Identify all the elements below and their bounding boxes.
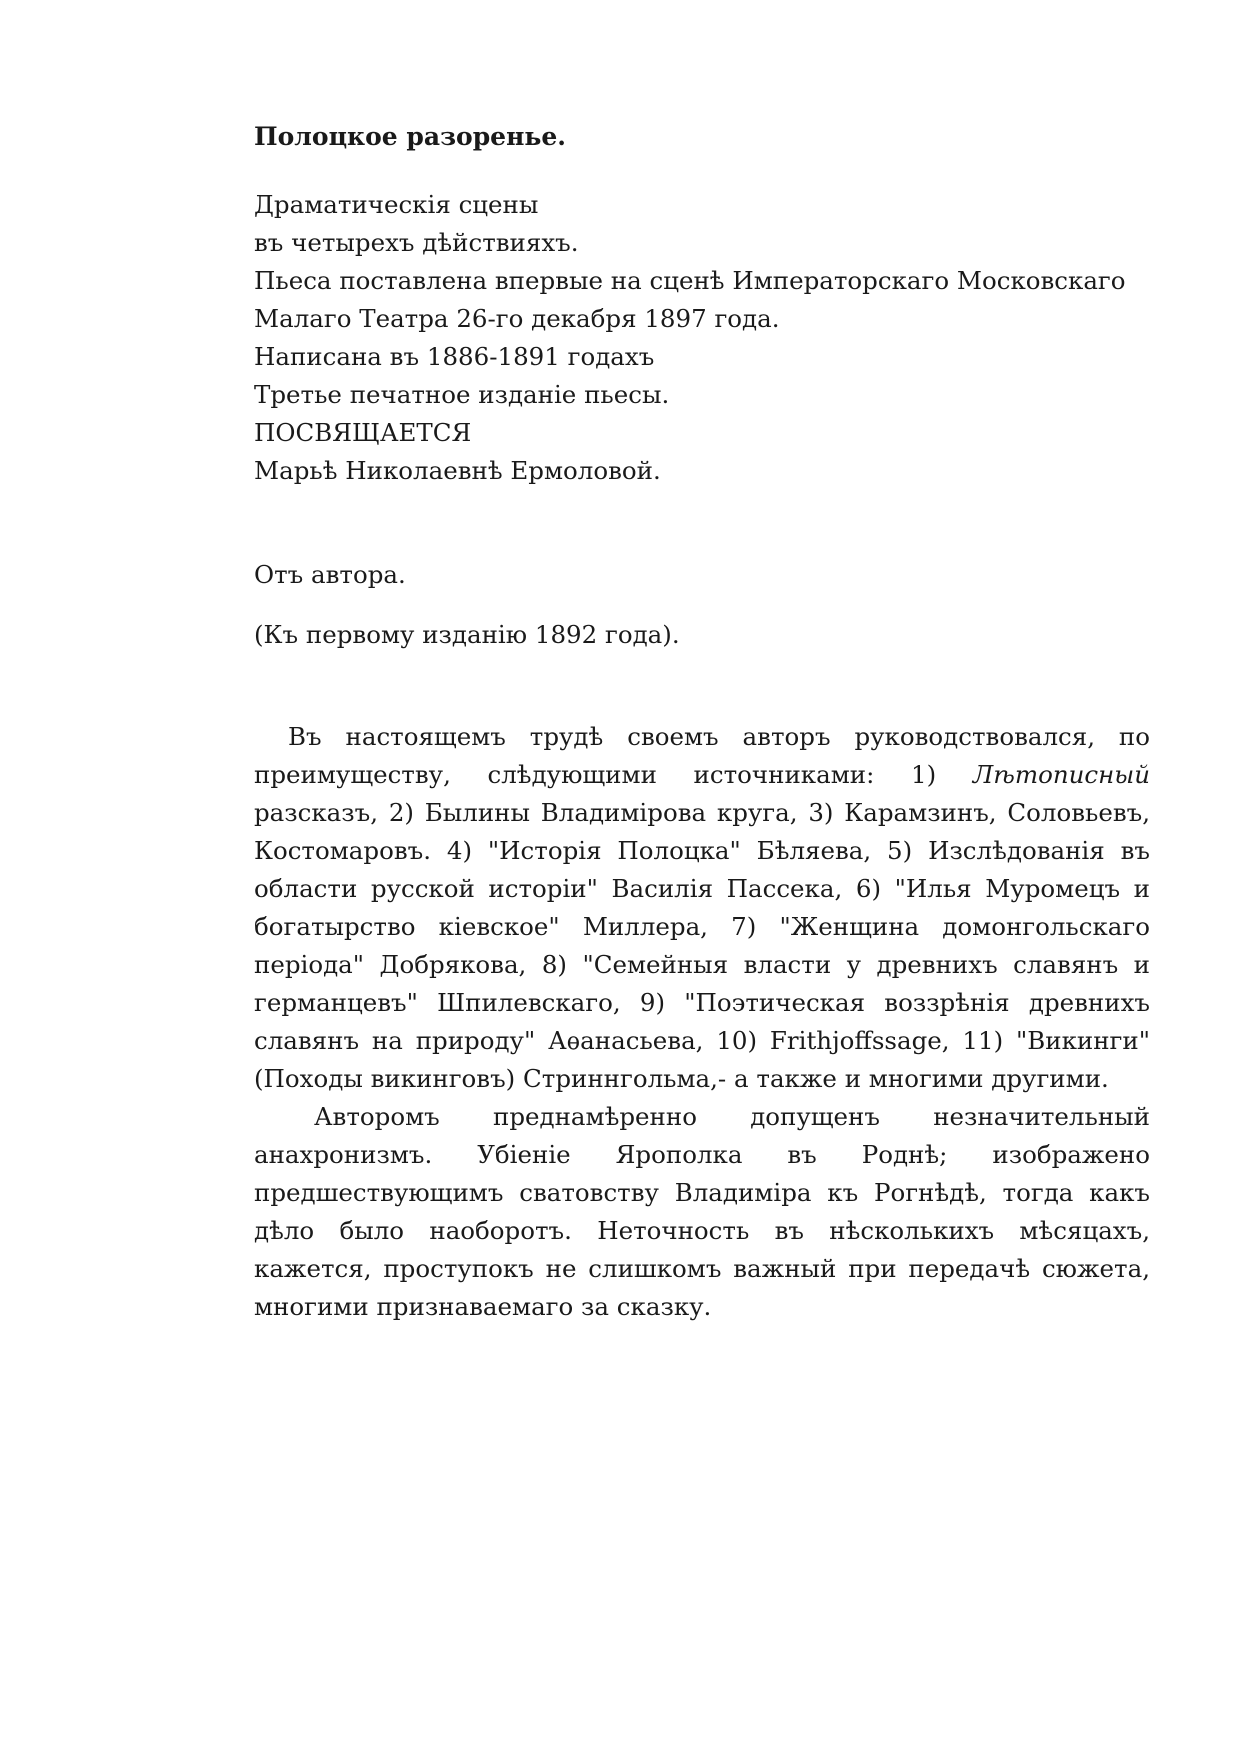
- paragraph-sources: [254, 718, 1150, 1098]
- paragraph-1-rest: разсказъ, 2) Былины Владимірова круга, 3) Карамзинъ, Соловьевъ, Костомаровъ. 4) "Исторія Полоцка" Бѣляева, 5) Изслѣдованія въ области русской исторіи" Василія Пассека, 6) "Илья Муромецъ и богатырство кіевское" Миллера, 7) "Женщина домонгольскаго періода" Добрякова, 8) "Семейныя власти у древнихъ славянъ и германцевъ" Шпилевскаго, 9) "Поэтическая воззрѣнія древнихъ славянъ на природу" Аѳанасьева, 10) Frithjoffssage, 11) "Викинги" (Походы викинговъ) Стриннгольма,- а также и многими другими.: [254, 798, 1150, 1093]
- subtitle-line: въ четырехъ дѣйствияхъ.: [254, 228, 579, 257]
- subtitle-line: Пьеса поставлена впервые на сценѣ Императорскаго Московскаго: [254, 266, 1126, 295]
- paragraph-1-start: Въ настоящемъ трудѣ своемъ авторъ руководствовался, по преимуществу, слѣдующими источниками: 1): [254, 722, 1150, 789]
- document-title: Полоцкое разоренье.: [254, 122, 566, 151]
- body-text: [254, 718, 1150, 1326]
- dedication-heading: ПОСВЯЩАЕТСЯ: [254, 418, 472, 447]
- subtitle-line: Третье печатное изданіе пьесы.: [254, 380, 670, 409]
- paragraph-anachronism: Авторомъ преднамѣренно допущенъ незначительный анахронизмъ. Убіеніе Ярополка въ Роднѣ; изображено предшествующимъ сватовству Владиміра къ Рогнѣдѣ, тогда какъ дѣло было наоборотъ. Неточность въ нѣсколькихъ мѣсяцахъ, кажется, проступокъ не слишкомъ важный при передачѣ сюжета, многими признаваемаго за сказку.: [254, 1102, 1150, 1321]
- dedication-name: Марьѣ Николаевнѣ Ермоловой.: [254, 456, 661, 485]
- edition-note: (Къ первому изданію 1892 года).: [254, 620, 680, 649]
- subtitle-line: Малаго Театра 26-го декабря 1897 года.: [254, 304, 780, 333]
- paragraph-1-italic: Лѣтописный: [972, 760, 1150, 789]
- author-heading: Отъ автора.: [254, 560, 406, 589]
- subtitle-line: Написана въ 1886-1891 годахъ: [254, 342, 655, 371]
- document-page: [254, 118, 1150, 1326]
- subtitle-line: Драматическія сцены: [254, 190, 539, 219]
- subtitle-block: [254, 186, 1150, 490]
